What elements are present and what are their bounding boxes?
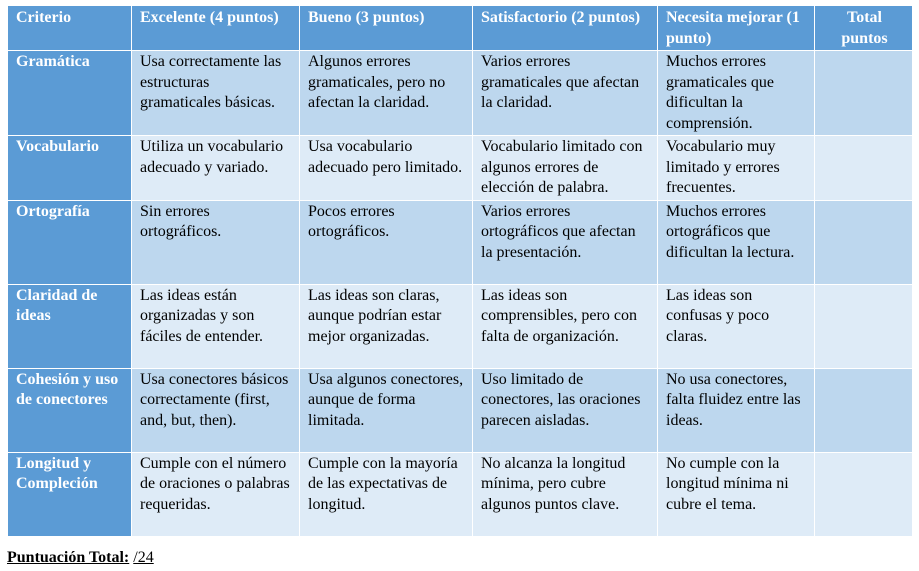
table-row xyxy=(8,284,913,368)
cell-necesita-mejorar: Muchos errores ortográficos que dificultan la lectura. xyxy=(658,200,815,284)
cell-necesita-mejorar: Las ideas son confusas y poco claras. xyxy=(658,284,815,368)
cell-bueno: Usa vocabulario adecuado pero limitado. xyxy=(300,136,473,201)
cell-satisfactorio: Las ideas son comprensibles, pero con falta de organización. xyxy=(473,284,658,368)
header-necesita-mejorar: Necesita mejorar (1 punto) xyxy=(658,6,815,51)
cell-satisfactorio: Vocabulario limitado con algunos errores de elección de palabra. xyxy=(473,136,658,201)
cell-satisfactorio: No alcanza la longitud mínima, pero cubre algunos puntos clave. xyxy=(473,452,658,536)
rubric-table xyxy=(7,5,913,537)
cell-bueno: Usa algunos conectores, aunque de forma limitada. xyxy=(300,368,473,452)
cell-excelente: Las ideas están organizadas y son fáciles de entender. xyxy=(132,284,300,368)
table-row xyxy=(8,136,913,201)
total-score-value[interactable]: /24 xyxy=(133,549,154,566)
cell-total[interactable] xyxy=(815,284,913,368)
criterion-label: Gramática xyxy=(8,51,132,136)
table-row xyxy=(8,200,913,284)
criterion-label: Claridad de ideas xyxy=(8,284,132,368)
total-score-label: Puntuación Total: xyxy=(7,549,130,566)
cell-satisfactorio: Uso limitado de conectores, las oraciones parecen aisladas. xyxy=(473,368,658,452)
table-row xyxy=(8,51,913,136)
cell-bueno: Pocos errores ortográficos. xyxy=(300,200,473,284)
cell-total[interactable] xyxy=(815,200,913,284)
cell-excelente: Sin errores ortográficos. xyxy=(132,200,300,284)
header-total-puntos: Total puntos xyxy=(815,6,913,51)
cell-satisfactorio: Varios errores gramaticales que afectan la claridad. xyxy=(473,51,658,136)
table-row xyxy=(8,452,913,536)
header-row xyxy=(8,6,913,51)
cell-total[interactable] xyxy=(815,452,913,536)
cell-excelente: Usa conectores básicos correctamente (first, and, but, then). xyxy=(132,368,300,452)
cell-total[interactable] xyxy=(815,368,913,452)
cell-satisfactorio: Varios errores ortográficos que afectan la presentación. xyxy=(473,200,658,284)
cell-excelente: Cumple con el número de oraciones o palabras requeridas. xyxy=(132,452,300,536)
criterion-label: Ortografía xyxy=(8,200,132,284)
cell-bueno: Cumple con la mayoría de las expectativas de longitud. xyxy=(300,452,473,536)
cell-necesita-mejorar: Vocabulario muy limitado y errores frecuentes. xyxy=(658,136,815,201)
cell-necesita-mejorar: No cumple con la longitud mínima ni cubre el tema. xyxy=(658,452,815,536)
cell-excelente: Utiliza un vocabulario adecuado y variado. xyxy=(132,136,300,201)
cell-excelente: Usa correctamente las estructuras gramaticales básicas. xyxy=(132,51,300,136)
cell-necesita-mejorar: No usa conectores, falta fluidez entre las ideas. xyxy=(658,368,815,452)
cell-necesita-mejorar: Muchos errores gramaticales que dificultan la comprensión. xyxy=(658,51,815,136)
criterion-label: Cohesión y uso de conectores xyxy=(8,368,132,452)
cell-bueno: Las ideas son claras, aunque podrían estar mejor organizadas. xyxy=(300,284,473,368)
header-satisfactorio: Satisfactorio (2 puntos) xyxy=(473,6,658,51)
header-bueno: Bueno (3 puntos) xyxy=(300,6,473,51)
header-criterio: Criterio xyxy=(8,6,132,51)
header-excelente: Excelente (4 puntos) xyxy=(132,6,300,51)
criterion-label: Vocabulario xyxy=(8,136,132,201)
total-score-line xyxy=(7,549,154,567)
criterion-label: Longitud y Compleción xyxy=(8,452,132,536)
cell-total[interactable] xyxy=(815,51,913,136)
table-row xyxy=(8,368,913,452)
rubric-header xyxy=(8,6,913,51)
cell-bueno: Algunos errores gramaticales, pero no afectan la claridad. xyxy=(300,51,473,136)
cell-total[interactable] xyxy=(815,136,913,201)
